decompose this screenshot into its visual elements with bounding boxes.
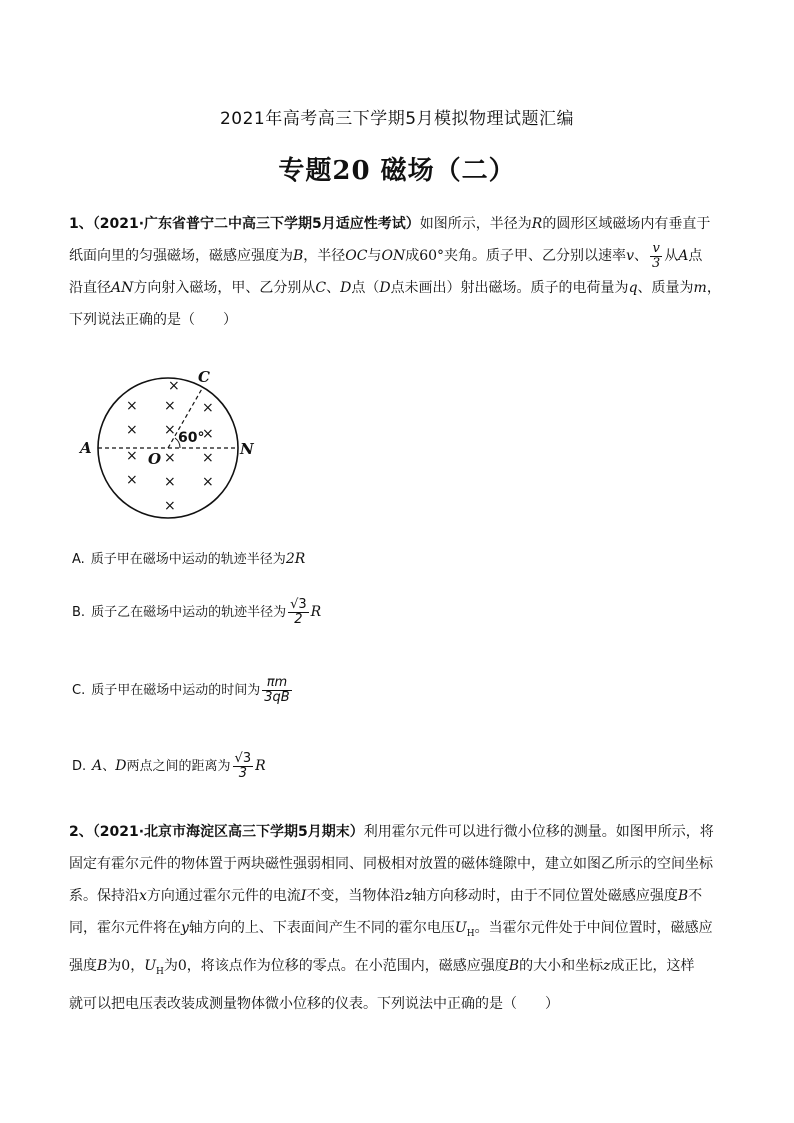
q2-line-5 <box>69 950 729 988</box>
label-C: C <box>198 368 210 386</box>
option-letter: D. <box>72 759 87 774</box>
fraction-pim-over-3qB <box>262 676 291 705</box>
field-mark: × <box>202 474 214 490</box>
q2-line-6: 就可以把电压表改装成测量物体微小位移的仪表。下列说法中正确的是（ ） <box>69 995 559 1012</box>
label-N: N <box>240 440 254 458</box>
q2-text: 利用霍尔元件可以进行微小位移的测量。如图甲所示，将 <box>363 824 714 840</box>
q1-line-2 <box>69 240 729 272</box>
option-value: R <box>255 758 266 774</box>
fraction-numerator: πm <box>262 676 291 691</box>
option-value: 2R <box>285 551 306 567</box>
option-A[interactable] <box>72 548 305 567</box>
var-AN: AN <box>111 280 134 296</box>
q1-text: 、 <box>633 248 648 264</box>
q2-text: 为0，将该点作为位移的零点。在小范围内，磁感应强度 <box>163 957 509 974</box>
q1-text: 成60°夹角。质子甲、乙分别以速率 <box>405 248 627 264</box>
q2-number: 2、 <box>69 824 93 840</box>
option-text: 质子甲在磁场中运动的时间为 <box>91 683 261 698</box>
field-mark: × <box>126 448 138 464</box>
q1-line-1 <box>69 208 729 240</box>
q1-source: （2021·广东省普宁二中高三下学期5月适应性考试） <box>92 216 420 232</box>
q1-line-4: 下列说法正确的是（ ） <box>69 312 237 328</box>
label-O: O <box>148 450 162 468</box>
q2-line-1 <box>69 816 729 848</box>
var-U: U <box>454 920 467 936</box>
q1-text: 点 <box>688 248 703 264</box>
q1-text: 点未画出）射出磁场。质子的电荷量为 <box>390 280 629 296</box>
label-A: A <box>80 439 92 457</box>
q1-text: 从 <box>664 248 679 264</box>
field-mark: × <box>168 378 180 394</box>
question-1-text <box>69 208 729 336</box>
option-letter: B. <box>72 605 86 620</box>
var-I: I <box>300 888 307 904</box>
field-mark: × <box>126 422 138 438</box>
q1-text: 如图所示，半径为 <box>419 216 532 232</box>
q1-text: 、 <box>326 280 341 296</box>
q2-text: 同，霍尔元件将在 <box>69 920 181 936</box>
option-letter: A. <box>72 552 85 567</box>
fraction-numerator: v <box>650 242 662 257</box>
fraction-numerator: √3 <box>234 751 252 766</box>
field-mark: × <box>164 422 176 438</box>
q2-text: 成正比，这样 <box>610 957 695 974</box>
field-mark: × <box>126 472 138 488</box>
collection-subtitle: 2021年高考高三下学期5月模拟物理试题汇编 <box>219 109 575 129</box>
q1-text: ，半径 <box>303 248 346 264</box>
var-B: B <box>293 248 304 264</box>
q2-text: 的大小和坐标 <box>519 957 604 974</box>
field-mark: × <box>202 400 214 416</box>
option-text: 质子乙在磁场中运动的轨迹半径为 <box>91 605 287 620</box>
page-title: 专题20 磁场（二） <box>278 156 516 186</box>
fraction-denominator: 2 <box>294 612 303 627</box>
option-text: 两点之间的距离为 <box>126 759 231 774</box>
q1-text: 、质量为 <box>637 280 694 296</box>
var-U: U <box>144 957 157 974</box>
q1-text: 方向射入磁场，甲、乙分别从 <box>133 280 316 296</box>
q1-number: 1、 <box>69 216 93 232</box>
var-y: y <box>181 920 189 936</box>
var-A: A <box>92 758 103 774</box>
q1-text: 点（ <box>351 280 380 296</box>
q2-text: 轴方向移动时，由于不同位置处磁感应强度 <box>411 888 678 904</box>
var-B: B <box>677 888 689 904</box>
var-z: z <box>603 957 611 974</box>
q2-text: 不变，当物体沿 <box>306 888 405 904</box>
q2-line-3 <box>69 880 729 912</box>
fraction-numerator: √3 <box>290 597 307 612</box>
var-A: A <box>678 248 689 264</box>
option-text: 、 <box>102 759 116 774</box>
var-x: x <box>139 888 147 904</box>
var-ON: ON <box>381 248 406 264</box>
fraction-v-over-3 <box>650 242 662 271</box>
field-mark: × <box>164 498 176 514</box>
subscript-H: H <box>466 928 475 939</box>
magnetic-field-figure <box>72 362 272 522</box>
q1-text: ， <box>706 280 721 296</box>
q2-source: （2021·北京市海淀区高三下学期5月期末） <box>92 824 364 840</box>
var-v: v <box>626 248 634 264</box>
q1-text: 的圆形区域磁场内有垂直于 <box>542 216 711 232</box>
var-B: B <box>97 957 108 974</box>
var-D: D <box>379 280 391 296</box>
q1-line-3 <box>69 272 729 304</box>
fraction-sqrt3-over-3 <box>233 752 254 781</box>
option-B[interactable] <box>72 598 321 627</box>
fraction-denominator: 3 <box>238 766 247 781</box>
var-q: q <box>628 280 638 296</box>
q1-text: 纸面向里的匀强磁场，磁感应强度为 <box>69 248 293 264</box>
angle-label: 60° <box>178 430 205 446</box>
q2-line-2: 固定有霍尔元件的物体置于两块磁性强弱相同、同极相对放置的磁体缝隙中，建立如图乙所示的空间坐标 <box>69 856 713 872</box>
question-2-text <box>69 816 729 1020</box>
var-D: D <box>340 280 352 296</box>
field-mark: × <box>164 474 176 490</box>
q1-text: 沿直径 <box>69 280 111 296</box>
q2-text: 不 <box>688 888 703 904</box>
var-z: z <box>404 888 412 904</box>
fraction-denominator: 3 <box>651 255 661 271</box>
field-mark: × <box>164 398 176 414</box>
option-C[interactable] <box>72 676 294 705</box>
field-mark: × <box>164 450 176 466</box>
option-letter: C. <box>72 683 86 698</box>
q2-text: 为0， <box>107 957 145 974</box>
option-D[interactable] <box>72 752 266 781</box>
var-R: R <box>531 216 543 232</box>
q2-text: 强度 <box>69 957 97 974</box>
var-m: m <box>693 280 707 296</box>
var-OC: OC <box>345 248 368 264</box>
var-B: B <box>508 957 520 974</box>
field-mark: × <box>202 426 214 442</box>
fraction-sqrt3-over-2 <box>288 598 309 627</box>
q2-text: 方向通过霍尔元件的电流 <box>146 888 301 904</box>
fraction-denominator: 3qB <box>264 690 290 705</box>
q2-text: 系。保持沿 <box>69 888 139 904</box>
q1-text: 与 <box>367 248 382 264</box>
q2-text: 。当霍尔元件处于中间位置时，磁感应 <box>474 920 713 936</box>
field-mark: × <box>126 398 138 414</box>
field-mark: × <box>202 450 214 466</box>
q2-text: 轴方向的上、下表面间产生不同的霍尔电压 <box>188 920 455 936</box>
var-C: C <box>315 280 327 296</box>
q2-line-4 <box>69 912 729 950</box>
var-D: D <box>115 758 127 774</box>
option-value: R <box>310 604 322 620</box>
option-text: 质子甲在磁场中运动的轨迹半径为 <box>90 552 286 567</box>
subscript-H: H <box>156 966 164 977</box>
